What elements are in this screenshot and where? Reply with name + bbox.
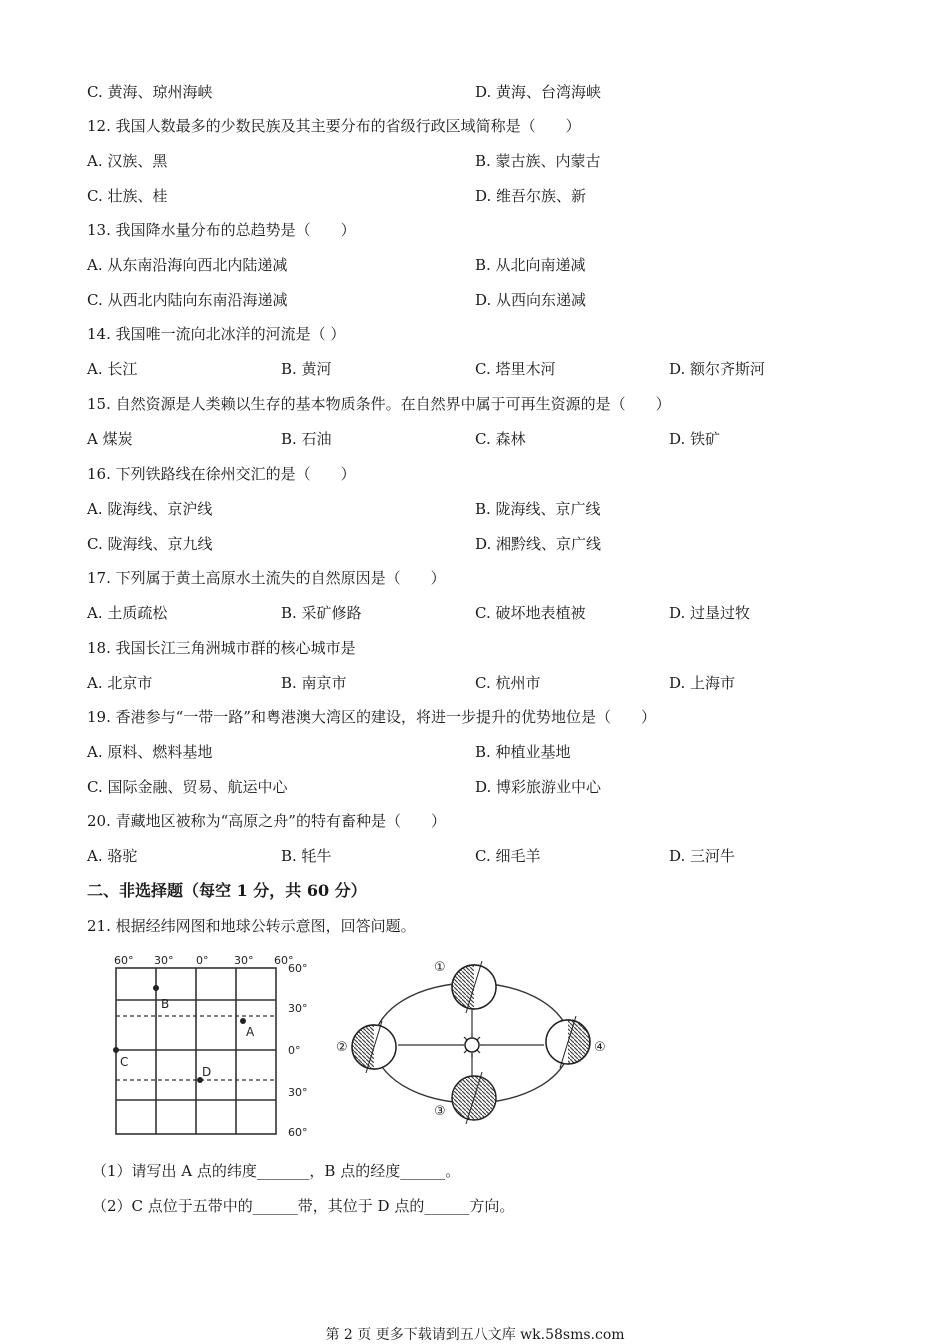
lat-lon-grid-figure — [110, 950, 320, 1142]
q18-option-a: A. 北京市 — [87, 674, 153, 692]
q13-option-a: A. 从东南沿海向西北内陆递减 — [87, 256, 288, 274]
q15-option-d: D. 铁矿 — [669, 430, 721, 448]
q17-option-b: B. 采矿修路 — [281, 604, 362, 622]
section-heading: 二、非选择题（每空 1 分，共 60 分） — [87, 881, 367, 900]
q21-sub2: （2）C 点位于五带中的______带，其位于 D 点的______方向。 — [92, 1197, 515, 1215]
q15-option-a: A 煤炭 — [87, 430, 133, 448]
q14-option-a: A. 长江 — [87, 360, 138, 378]
q11-option-c: C. 黄海、琼州海峡 — [87, 83, 213, 101]
q20-stem: 20. 青藏地区被称为“高原之舟”的特有畜种是（ ） — [87, 812, 446, 830]
q21-sub1: （1）请写出 A 点的纬度_______，B 点的经度______。 — [92, 1162, 461, 1180]
earth-position-3 — [452, 1072, 496, 1124]
lon-label: 60° — [114, 954, 134, 967]
q14-option-d: D. 额尔齐斯河 — [669, 360, 766, 378]
lon-label: 30° — [234, 954, 254, 967]
earth-position-4 — [546, 1016, 590, 1068]
lat-label: 60° — [288, 1126, 308, 1139]
q19-option-c: C. 国际金融、贸易、航运中心 — [87, 778, 288, 796]
q15-option-c: C. 森林 — [475, 430, 526, 448]
earth-position-2 — [352, 1021, 396, 1073]
q16-option-a: A. 陇海线、京沪线 — [87, 500, 213, 518]
q12-stem: 12. 我国人数最多的少数民族及其主要分布的省级行政区域简称是（ ） — [87, 117, 581, 135]
position-label-3: ③ — [434, 1104, 446, 1119]
page-footer: 第 2 页 更多下载请到五八文库 wk.58sms.com — [325, 1327, 625, 1343]
position-label-4: ④ — [594, 1040, 606, 1055]
point-b-label: B — [161, 997, 170, 1011]
point-a — [240, 1018, 246, 1024]
point-c-label: C — [120, 1055, 129, 1069]
q16-option-c: C. 陇海线、京九线 — [87, 535, 213, 553]
q18-option-c: C. 杭州市 — [475, 674, 541, 692]
position-label-2: ② — [336, 1040, 348, 1055]
q17-stem: 17. 下列属于黄土高原水土流失的自然原因是（ ） — [87, 569, 446, 587]
position-label-1: ① — [434, 960, 446, 975]
q13-option-d: D. 从西向东递减 — [475, 291, 587, 309]
point-d-label: D — [202, 1065, 212, 1079]
q17-option-d: D. 过垦过牧 — [669, 604, 751, 622]
lat-label: 30° — [288, 1002, 308, 1015]
q12-option-b: B. 蒙古族、内蒙古 — [475, 152, 601, 170]
q12-option-a: A. 汉族、黑 — [87, 152, 168, 170]
q19-option-b: B. 种植业基地 — [475, 743, 571, 761]
q20-option-c: C. 细毛羊 — [475, 847, 541, 865]
q20-option-d: D. 三河牛 — [669, 847, 736, 865]
q16-option-d: D. 湘黔线、京广线 — [475, 535, 602, 553]
q13-option-c: C. 从西北内陆向东南沿海递减 — [87, 291, 288, 309]
q18-option-b: B. 南京市 — [281, 674, 347, 692]
q12-option-d: D. 维吾尔族、新 — [475, 187, 587, 205]
lat-label: 30° — [288, 1086, 308, 1099]
q17-option-a: A. 土质疏松 — [87, 604, 168, 622]
q21-stem: 21. 根据经纬网图和地球公转示意图，回答问题。 — [87, 917, 416, 935]
lon-label: 30° — [154, 954, 174, 967]
lon-label: 0° — [196, 954, 209, 967]
earth-orbit-figure — [334, 955, 614, 1130]
q19-stem: 19. 香港参与“一带一路”和粤港澳大湾区的建设，将进一步提升的优势地位是（ ） — [87, 708, 656, 726]
lon-label: 60° — [274, 954, 294, 967]
point-c — [113, 1047, 119, 1053]
q12-option-c: C. 壮族、桂 — [87, 187, 168, 205]
q14-option-c: C. 塔里木河 — [475, 360, 556, 378]
lat-label: 0° — [288, 1044, 301, 1057]
sun-icon — [460, 1033, 484, 1057]
q19-option-a: A. 原料、燃料基地 — [87, 743, 213, 761]
q18-stem: 18. 我国长江三角洲城市群的核心城市是 — [87, 639, 356, 657]
q13-stem: 13. 我国降水量分布的总趋势是（ ） — [87, 221, 356, 239]
q15-stem: 15. 自然资源是人类赖以生存的基本物质条件。在自然界中属于可再生资源的是（ ） — [87, 395, 671, 413]
lat-label: 60° — [288, 962, 308, 975]
q13-option-b: B. 从北向南递减 — [475, 256, 586, 274]
q11-option-d: D. 黄海、台湾海峡 — [475, 83, 602, 101]
q20-option-a: A. 骆驼 — [87, 847, 138, 865]
q17-option-c: C. 破坏地表植被 — [475, 604, 586, 622]
q14-option-b: B. 黄河 — [281, 360, 332, 378]
q19-option-d: D. 博彩旅游业中心 — [475, 778, 602, 796]
earth-position-1 — [452, 961, 496, 1013]
q16-option-b: B. 陇海线、京广线 — [475, 500, 601, 518]
point-a-label: A — [246, 1025, 255, 1039]
q15-option-b: B. 石油 — [281, 430, 332, 448]
point-b — [153, 985, 159, 991]
q16-stem: 16. 下列铁路线在徐州交汇的是（ ） — [87, 465, 356, 483]
q18-option-d: D. 上海市 — [669, 674, 736, 692]
q14-stem: 14. 我国唯一流向北冰洋的河流是（ ） — [87, 325, 346, 343]
q20-option-b: B. 牦牛 — [281, 847, 332, 865]
